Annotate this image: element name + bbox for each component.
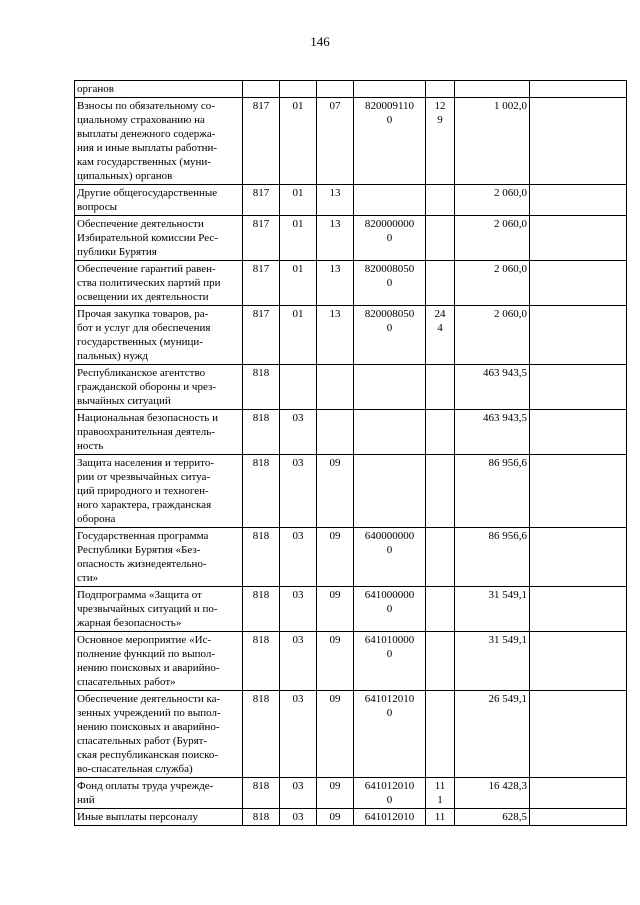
table-body [75,81,627,826]
table-row [75,632,627,691]
amount-cell: 86 956,6 [455,455,530,528]
target-article-code-cell: 640000000 0 [354,528,426,587]
section-code-cell: 03 [280,528,317,587]
amount-cell: 31 549,1 [455,587,530,632]
section-code-cell: 01 [280,98,317,185]
subsection-code-cell [317,410,354,455]
amount-cell: 86 956,6 [455,528,530,587]
subsection-code-cell [317,81,354,98]
amount-cell: 2 060,0 [455,216,530,261]
item-name-cell: Фонд оплаты труда учрежде- ний [75,778,243,809]
item-name-cell: Обеспечение деятельности Избирательной комиссии Рес- публики Бурятия [75,216,243,261]
subsection-code-cell: 09 [317,528,354,587]
amount-cell: 1 002,0 [455,98,530,185]
section-code-cell: 03 [280,587,317,632]
table-row [75,365,627,410]
expense-type-code-cell [426,410,455,455]
expense-type-code-cell [426,365,455,410]
table-row [75,185,627,216]
item-name-cell: Национальная безопасность и правоохранительная деятель- ность [75,410,243,455]
target-article-code-cell: 641012010 0 [354,691,426,778]
extra-column-cell [530,216,627,261]
subsection-code-cell: 09 [317,691,354,778]
section-code-cell: 01 [280,261,317,306]
section-code-cell: 01 [280,185,317,216]
expense-type-code-cell [426,261,455,306]
expense-type-code-cell: 11 1 [426,778,455,809]
item-name-cell: Защита населения и террито- рии от чрезвычайных ситуа- ций природного и техноген- ного характера, гражданская оборона [75,455,243,528]
expense-type-code-cell: 11 [426,809,455,826]
target-article-code-cell [354,185,426,216]
subsection-code-cell: 09 [317,778,354,809]
subsection-code-cell: 13 [317,261,354,306]
extra-column-cell [530,632,627,691]
subsection-code-cell: 07 [317,98,354,185]
extra-column-cell [530,306,627,365]
expense-type-code-cell [426,587,455,632]
target-article-code-cell: 641010000 0 [354,632,426,691]
subsection-code-cell [317,365,354,410]
section-code-cell: 03 [280,410,317,455]
item-name-cell: Республиканское агентство гражданской обороны и чрез- вычайных ситуаций [75,365,243,410]
ministry-code-cell: 818 [243,809,280,826]
amount-cell: 16 428,3 [455,778,530,809]
amount-cell: 463 943,5 [455,365,530,410]
amount-cell: 463 943,5 [455,410,530,455]
extra-column-cell [530,587,627,632]
page-number: 146 [310,34,330,49]
target-article-code-cell: 641012010 0 [354,778,426,809]
section-code-cell [280,365,317,410]
table-row [75,455,627,528]
target-article-code-cell: 820008050 0 [354,261,426,306]
extra-column-cell [530,691,627,778]
ministry-code-cell: 818 [243,632,280,691]
section-code-cell [280,81,317,98]
item-name-cell: Прочая закупка товаров, ра- бот и услуг для обеспечения государственных (муници- пальных) нужд [75,306,243,365]
expense-type-code-cell [426,632,455,691]
expense-type-code-cell: 12 9 [426,98,455,185]
extra-column-cell [530,365,627,410]
section-code-cell: 03 [280,809,317,826]
ministry-code-cell: 818 [243,691,280,778]
extra-column-cell [530,261,627,306]
table-row [75,809,627,826]
ministry-code-cell: 817 [243,261,280,306]
table-row [75,81,627,98]
extra-column-cell [530,778,627,809]
section-code-cell: 03 [280,632,317,691]
ministry-code-cell: 818 [243,455,280,528]
amount-cell: 26 549,1 [455,691,530,778]
ministry-code-cell: 818 [243,778,280,809]
subsection-code-cell: 09 [317,455,354,528]
section-code-cell: 03 [280,691,317,778]
target-article-code-cell: 820000000 0 [354,216,426,261]
target-article-code-cell: 820008050 0 [354,306,426,365]
extra-column-cell [530,185,627,216]
target-article-code-cell [354,81,426,98]
section-code-cell: 03 [280,778,317,809]
budget-table [74,80,627,826]
item-name-cell: Иные выплаты персоналу [75,809,243,826]
ministry-code-cell: 817 [243,216,280,261]
table-row [75,306,627,365]
expense-type-code-cell [426,216,455,261]
subsection-code-cell: 13 [317,185,354,216]
expense-type-code-cell: 24 4 [426,306,455,365]
expense-type-code-cell [426,455,455,528]
ministry-code-cell: 818 [243,587,280,632]
section-code-cell: 03 [280,455,317,528]
table-row [75,98,627,185]
ministry-code-cell [243,81,280,98]
ministry-code-cell: 818 [243,528,280,587]
extra-column-cell [530,809,627,826]
extra-column-cell [530,410,627,455]
item-name-cell: Обеспечение деятельности ка- зенных учреждений по выпол- нению поисковых и аварийно- спасательных работ (Бурят- ская республиканская поиско- во-спасательная служба) [75,691,243,778]
ministry-code-cell: 817 [243,98,280,185]
amount-cell: 31 549,1 [455,632,530,691]
extra-column-cell [530,528,627,587]
table-row [75,261,627,306]
table-row [75,410,627,455]
extra-column-cell [530,81,627,98]
amount-cell: 2 060,0 [455,261,530,306]
item-name-cell: Обеспечение гарантий равен- ства политических партий при освещении их деятельности [75,261,243,306]
expense-type-code-cell [426,185,455,216]
expense-type-code-cell [426,528,455,587]
amount-cell [455,81,530,98]
item-name-cell: Основное мероприятие «Ис- полнение функций по выпол- нению поисковых и аварийно- спасательных работ» [75,632,243,691]
ministry-code-cell: 818 [243,365,280,410]
item-name-cell: Подпрограмма «Защита от чрезвычайных ситуаций и по- жарная безопасность» [75,587,243,632]
subsection-code-cell: 13 [317,216,354,261]
subsection-code-cell: 09 [317,587,354,632]
target-article-code-cell [354,455,426,528]
target-article-code-cell: 641000000 0 [354,587,426,632]
table-row [75,216,627,261]
subsection-code-cell: 09 [317,632,354,691]
target-article-code-cell: 820009110 0 [354,98,426,185]
subsection-code-cell: 13 [317,306,354,365]
subsection-code-cell: 09 [317,809,354,826]
target-article-code-cell [354,365,426,410]
table-row [75,528,627,587]
extra-column-cell [530,455,627,528]
extra-column-cell [530,98,627,185]
ministry-code-cell: 818 [243,410,280,455]
ministry-code-cell: 817 [243,306,280,365]
amount-cell: 2 060,0 [455,185,530,216]
amount-cell: 2 060,0 [455,306,530,365]
item-name-cell: органов [75,81,243,98]
section-code-cell: 01 [280,216,317,261]
target-article-code-cell [354,410,426,455]
target-article-code-cell: 641012010 [354,809,426,826]
table-row [75,587,627,632]
table-row [75,691,627,778]
item-name-cell: Взносы по обязательному со- циальному страхованию на выплаты денежного содержа- ния и иные выплаты работни- кам государственных (муни- ципальных) органов [75,98,243,185]
item-name-cell: Другие общегосударственные вопросы [75,185,243,216]
expense-type-code-cell [426,691,455,778]
ministry-code-cell: 817 [243,185,280,216]
expense-type-code-cell [426,81,455,98]
item-name-cell: Государственная программа Республики Бурятия «Без- опасность жизнедеятельно- сти» [75,528,243,587]
section-code-cell: 01 [280,306,317,365]
table-row [75,778,627,809]
amount-cell: 628,5 [455,809,530,826]
